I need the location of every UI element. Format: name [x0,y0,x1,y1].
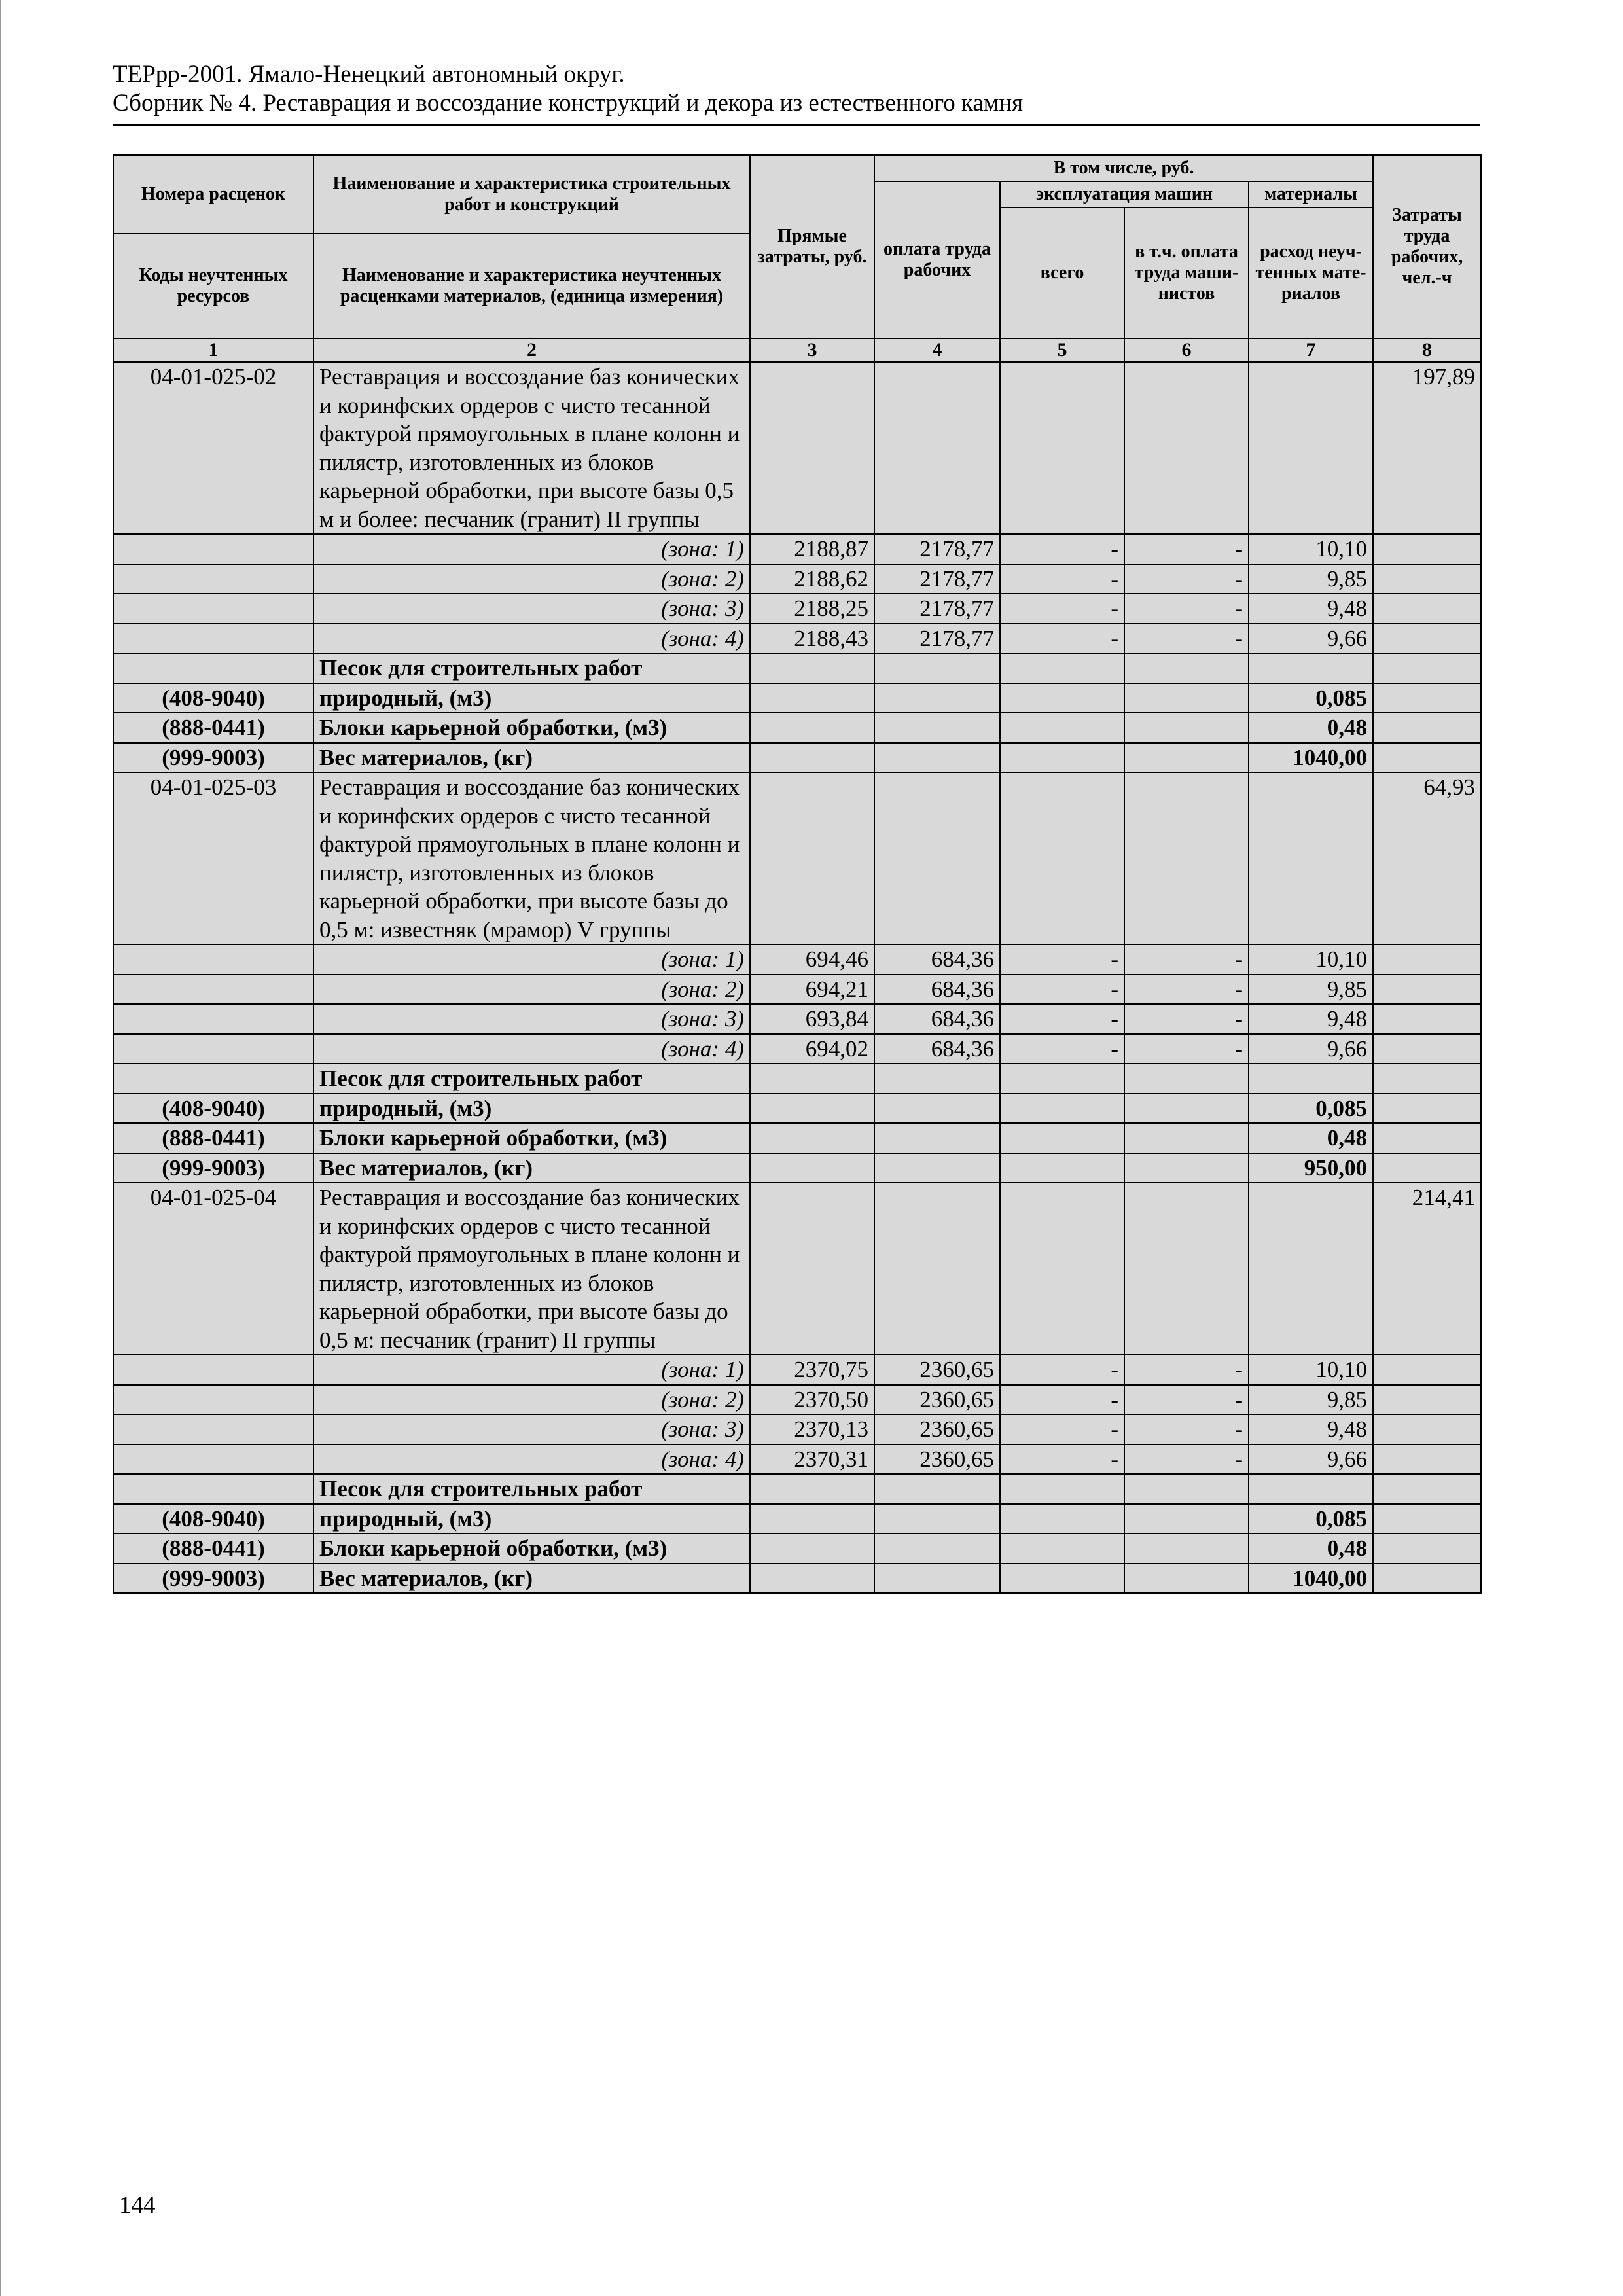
direct-costs-value: 694,46 [750,944,874,975]
empty-cell [1124,713,1249,743]
zone-row [113,944,1481,975]
rate-code: 04-01-025-03 [113,772,313,944]
zone-label: (зона: 1) [313,1355,750,1385]
col-work-name-header: Наименование и характеристика строительных работ и конструкций [313,155,750,234]
empty-cell [750,1504,874,1534]
machinists-wages-value: - [1124,594,1249,624]
empty-cell [874,683,1000,713]
zone-row [113,1414,1481,1444]
material-code: (888-0441) [113,1534,313,1564]
material-row [113,1064,1481,1094]
empty-cell [1373,1564,1481,1594]
material-consumption-value: 0,48 [1249,1123,1373,1153]
wages-value: 684,36 [874,944,1000,975]
empty-cell [1373,624,1481,654]
material-name: Песок для строительных работ [313,1474,750,1504]
wages-cell [874,1183,1000,1355]
header-rule [113,124,1480,126]
empty-cell [113,1444,313,1475]
machinists-wages-cell [1124,1183,1249,1355]
direct-costs-cell [750,1183,874,1355]
column-number: 4 [874,338,1000,362]
empty-cell [874,1064,1000,1094]
machinists-wages-value: - [1124,1034,1249,1064]
machinists-wages-cell [1124,362,1249,534]
empty-cell [1000,683,1124,713]
empty-cell [1000,1064,1124,1094]
zone-row [113,1385,1481,1415]
empty-cell [874,1094,1000,1124]
material-code: (888-0441) [113,1123,313,1153]
empty-cell [1249,1064,1373,1094]
table-header [113,155,1481,362]
materials-cell [1249,1183,1373,1355]
empty-cell [1373,1444,1481,1475]
empty-cell [1124,653,1249,683]
including-header: В том числе, руб. [874,155,1373,181]
empty-cell [1000,1153,1124,1183]
empty-cell [1000,1564,1124,1594]
col-machines-total-header: всего [1000,207,1124,338]
material-name: природный, (м3) [313,1094,750,1124]
column-number: 8 [1373,338,1481,362]
empty-cell [113,1355,313,1385]
empty-cell [113,564,313,594]
empty-cell [1000,1094,1124,1124]
materials-value: 9,85 [1249,1385,1373,1415]
wages-value: 2360,65 [874,1414,1000,1444]
col-materials-name-header: Наименование и характеристика неучтенных расценками материалов, (единица измерения) [313,234,750,338]
empty-cell [1124,1504,1249,1534]
empty-cell [113,975,313,1005]
empty-cell [1000,653,1124,683]
materials-cell [1249,772,1373,944]
empty-cell [1373,594,1481,624]
column-number: 6 [1124,338,1249,362]
table-row [113,772,1481,944]
material-name: природный, (м3) [313,683,750,713]
table-row [113,362,1481,534]
empty-cell [1373,1064,1481,1094]
empty-cell [750,1064,874,1094]
wages-value: 2360,65 [874,1385,1000,1415]
empty-cell [113,1034,313,1064]
machines-total-value: - [1000,1355,1124,1385]
wages-cell [874,772,1000,944]
empty-cell [1124,1094,1249,1124]
direct-costs-cell [750,772,874,944]
column-number: 5 [1000,338,1124,362]
zone-row [113,624,1481,654]
machinists-wages-value: - [1124,944,1249,975]
material-row [113,683,1481,713]
materials-value: 9,66 [1249,1444,1373,1475]
zone-row [113,534,1481,564]
empty-cell [1373,1414,1481,1444]
col-resource-codes-header: Коды неучтенных ресурсов [113,234,313,338]
empty-cell [1373,1504,1481,1534]
column-number: 7 [1249,338,1373,362]
empty-cell [1249,1474,1373,1504]
material-consumption-value: 0,48 [1249,1534,1373,1564]
machines-total-value: - [1000,624,1124,654]
empty-cell [1373,534,1481,564]
zone-label: (зона: 1) [313,534,750,564]
empty-cell [1373,1094,1481,1124]
empty-cell [1373,564,1481,594]
material-row [113,1094,1481,1124]
rates-table [113,154,1482,1594]
materials-value: 9,85 [1249,564,1373,594]
empty-cell [1373,975,1481,1005]
machines-total-value: - [1000,534,1124,564]
wages-value: 2178,77 [874,564,1000,594]
material-code: (999-9003) [113,1564,313,1594]
empty-cell [1000,1504,1124,1534]
machinists-wages-value: - [1124,1004,1249,1034]
empty-cell [750,1534,874,1564]
material-row [113,653,1481,683]
materials-value: 9,85 [1249,975,1373,1005]
empty-cell [113,1064,313,1094]
direct-costs-value: 2370,13 [750,1414,874,1444]
empty-cell [874,653,1000,683]
material-name: Вес материалов, (кг) [313,1153,750,1183]
materials-value: 10,10 [1249,534,1373,564]
wages-value: 684,36 [874,975,1000,1005]
empty-cell [1373,743,1481,773]
materials-header: материалы [1249,181,1373,207]
material-consumption-value: 0,085 [1249,1504,1373,1534]
wages-value: 2178,77 [874,594,1000,624]
material-row [113,1534,1481,1564]
materials-value: 9,48 [1249,1414,1373,1444]
zone-label: (зона: 3) [313,594,750,624]
zone-label: (зона: 3) [313,1004,750,1034]
material-consumption-value: 0,48 [1249,713,1373,743]
direct-costs-value: 694,21 [750,975,874,1005]
page-number: 144 [119,2192,156,2219]
zone-label: (зона: 4) [313,1444,750,1475]
labor-costs-value: 214,41 [1373,1183,1481,1355]
table-row [113,1183,1481,1355]
machinists-wages-value: - [1124,534,1249,564]
work-description: Реставрация и воссоздание баз конических и коринфских ордеров с чисто тесанной фактурой прямоугольных в плане колонн и пилястр, изготовленных из блоков карьерной обработки, при высоте базы 0,5 м и более: песчаник (гранит) II группы [313,362,750,534]
empty-cell [1124,1123,1249,1153]
machinists-wages-value: - [1124,1414,1249,1444]
empty-cell [113,944,313,975]
empty-cell [1124,683,1249,713]
material-row [113,1474,1481,1504]
empty-cell [113,1385,313,1415]
empty-cell [1373,1034,1481,1064]
work-description: Реставрация и воссоздание баз конических и коринфских ордеров с чисто тесанной фактурой прямоугольных в плане колонн и пилястр, изготовленных из блоков карьерной обработки, при высоте базы до 0,5 м: известняк (мрамор) V группы [313,772,750,944]
material-consumption-value: 0,085 [1249,683,1373,713]
empty-cell [874,1474,1000,1504]
empty-cell [750,1564,874,1594]
zone-label: (зона: 2) [313,1385,750,1415]
empty-cell [1249,653,1373,683]
col-rate-numbers-header: Номера расценок [113,155,313,234]
empty-cell [874,1153,1000,1183]
wages-value: 2360,65 [874,1355,1000,1385]
machines-total-value: - [1000,594,1124,624]
materials-value: 10,10 [1249,944,1373,975]
empty-cell [874,713,1000,743]
empty-cell [113,1414,313,1444]
collection-title: Сборник № 4. Реставрация и воссоздание конструкций и декора из естественного камня [113,90,1024,117]
material-code: (408-9040) [113,1094,313,1124]
empty-cell [113,594,313,624]
col-labor-costs-header: Затраты труда рабочих, чел.-ч [1373,155,1481,338]
machines-total-value: - [1000,1004,1124,1034]
material-row [113,743,1481,773]
material-name: Вес материалов, (кг) [313,743,750,773]
machines-header: эксплуатация машин [1000,181,1249,207]
material-code: (408-9040) [113,1504,313,1534]
zone-label: (зона: 4) [313,1034,750,1064]
zone-label: (зона: 2) [313,564,750,594]
material-row [113,1504,1481,1534]
empty-cell [1124,1474,1249,1504]
empty-cell [113,653,313,683]
material-consumption-value: 0,085 [1249,1094,1373,1124]
column-number: 2 [313,338,750,362]
wages-cell [874,362,1000,534]
empty-cell [1373,1123,1481,1153]
direct-costs-value: 2188,62 [750,564,874,594]
machines-total-value: - [1000,1385,1124,1415]
direct-costs-value: 2370,31 [750,1444,874,1475]
direct-costs-value: 694,02 [750,1034,874,1064]
empty-cell [113,624,313,654]
materials-value: 9,66 [1249,1034,1373,1064]
machines-total-value: - [1000,944,1124,975]
machinists-wages-value: - [1124,564,1249,594]
empty-cell [1000,1123,1124,1153]
machinists-wages-cell [1124,772,1249,944]
empty-cell [113,1474,313,1504]
zone-row [113,1444,1481,1475]
machines-total-value: - [1000,1414,1124,1444]
empty-cell [1000,743,1124,773]
empty-cell [1373,1474,1481,1504]
material-name: Блоки карьерной обработки, (м3) [313,1123,750,1153]
wages-value: 2360,65 [874,1444,1000,1475]
empty-cell [750,1474,874,1504]
col-wages-header: оплата труда рабочих [874,181,1000,338]
empty-cell [750,713,874,743]
document-title: ТЕРрр-2001. Ямало-Ненецкий автономный округ. [113,61,625,88]
material-row [113,713,1481,743]
machines-total-value: - [1000,975,1124,1005]
empty-cell [1373,944,1481,975]
wages-value: 684,36 [874,1004,1000,1034]
empty-cell [750,653,874,683]
empty-cell [1373,1385,1481,1415]
rates-body [113,362,1481,1593]
material-name: Песок для строительных работ [313,1064,750,1094]
machines-total-cell [1000,772,1124,944]
wages-value: 2178,77 [874,534,1000,564]
zone-row [113,1004,1481,1034]
materials-value: 9,48 [1249,594,1373,624]
materials-value: 9,48 [1249,1004,1373,1034]
material-row [113,1153,1481,1183]
empty-cell [1373,653,1481,683]
material-code: (999-9003) [113,1153,313,1183]
direct-costs-value: 693,84 [750,1004,874,1034]
material-row [113,1564,1481,1594]
empty-cell [1373,1153,1481,1183]
empty-cell [1000,1474,1124,1504]
zone-label: (зона: 2) [313,975,750,1005]
materials-value: 9,66 [1249,624,1373,654]
document-header [113,60,1480,118]
material-name: Блоки карьерной обработки, (м3) [313,1534,750,1564]
empty-cell [1000,1534,1124,1564]
empty-cell [1000,713,1124,743]
material-consumption-value: 1040,00 [1249,1564,1373,1594]
column-number: 1 [113,338,313,362]
empty-cell [750,1153,874,1183]
machinists-wages-value: - [1124,1385,1249,1415]
direct-costs-value: 2370,50 [750,1385,874,1415]
materials-cell [1249,362,1373,534]
machines-total-value: - [1000,1444,1124,1475]
empty-cell [1124,1064,1249,1094]
material-code: (999-9003) [113,743,313,773]
machines-total-value: - [1000,564,1124,594]
material-consumption-value: 950,00 [1249,1153,1373,1183]
materials-value: 10,10 [1249,1355,1373,1385]
machinists-wages-value: - [1124,1355,1249,1385]
zone-label: (зона: 4) [313,624,750,654]
zone-label: (зона: 1) [313,944,750,975]
empty-cell [750,1123,874,1153]
zone-row [113,975,1481,1005]
material-consumption-value: 1040,00 [1249,743,1373,773]
empty-cell [874,1123,1000,1153]
column-numbers-row [113,338,1481,362]
empty-cell [874,743,1000,773]
empty-cell [750,743,874,773]
wages-value: 2178,77 [874,624,1000,654]
empty-cell [1373,1004,1481,1034]
material-row [113,1123,1481,1153]
direct-costs-value: 2188,25 [750,594,874,624]
material-code: (408-9040) [113,683,313,713]
zone-row [113,564,1481,594]
zone-row [113,1355,1481,1385]
direct-costs-value: 2188,87 [750,534,874,564]
direct-costs-cell [750,362,874,534]
page-edge [0,0,1,2296]
material-name: Вес материалов, (кг) [313,1564,750,1594]
machinists-wages-value: - [1124,1444,1249,1475]
empty-cell [1373,683,1481,713]
direct-costs-value: 2188,43 [750,624,874,654]
empty-cell [1124,1153,1249,1183]
empty-cell [1373,713,1481,743]
work-description: Реставрация и воссоздание баз конических и коринфских ордеров с чисто тесанной фактурой прямоугольных в плане колонн и пилястр, изготовленных из блоков карьерной обработки, при высоте базы до 0,5 м: песчаник (гранит) II группы [313,1183,750,1355]
material-name: природный, (м3) [313,1504,750,1534]
empty-cell [1124,1564,1249,1594]
column-number: 3 [750,338,874,362]
empty-cell [750,1094,874,1124]
empty-cell [113,534,313,564]
machinists-wages-value: - [1124,624,1249,654]
col-direct-costs-header: Прямые затраты, руб. [750,155,874,338]
zone-row [113,1034,1481,1064]
zone-row [113,594,1481,624]
labor-costs-value: 64,93 [1373,772,1481,944]
rate-code: 04-01-025-02 [113,362,313,534]
material-name: Блоки карьерной обработки, (м3) [313,713,750,743]
material-code: (888-0441) [113,713,313,743]
machinists-wages-value: - [1124,975,1249,1005]
empty-cell [1373,1355,1481,1385]
zone-label: (зона: 3) [313,1414,750,1444]
direct-costs-value: 2370,75 [750,1355,874,1385]
empty-cell [1373,1534,1481,1564]
wages-value: 684,36 [874,1034,1000,1064]
machines-total-cell [1000,1183,1124,1355]
empty-cell [874,1564,1000,1594]
empty-cell [874,1504,1000,1534]
empty-cell [750,683,874,713]
labor-costs-value: 197,89 [1373,362,1481,534]
col-machinists-wages-header: в т.ч. оплата труда маши-нистов [1124,207,1249,338]
empty-cell [874,1534,1000,1564]
machines-total-cell [1000,362,1124,534]
material-name: Песок для строительных работ [313,653,750,683]
col-materials-consumption-header: расход неуч-тенных мате-риалов [1249,207,1373,338]
machines-total-value: - [1000,1034,1124,1064]
empty-cell [1124,1534,1249,1564]
empty-cell [1124,743,1249,773]
rate-code: 04-01-025-04 [113,1183,313,1355]
empty-cell [113,1004,313,1034]
